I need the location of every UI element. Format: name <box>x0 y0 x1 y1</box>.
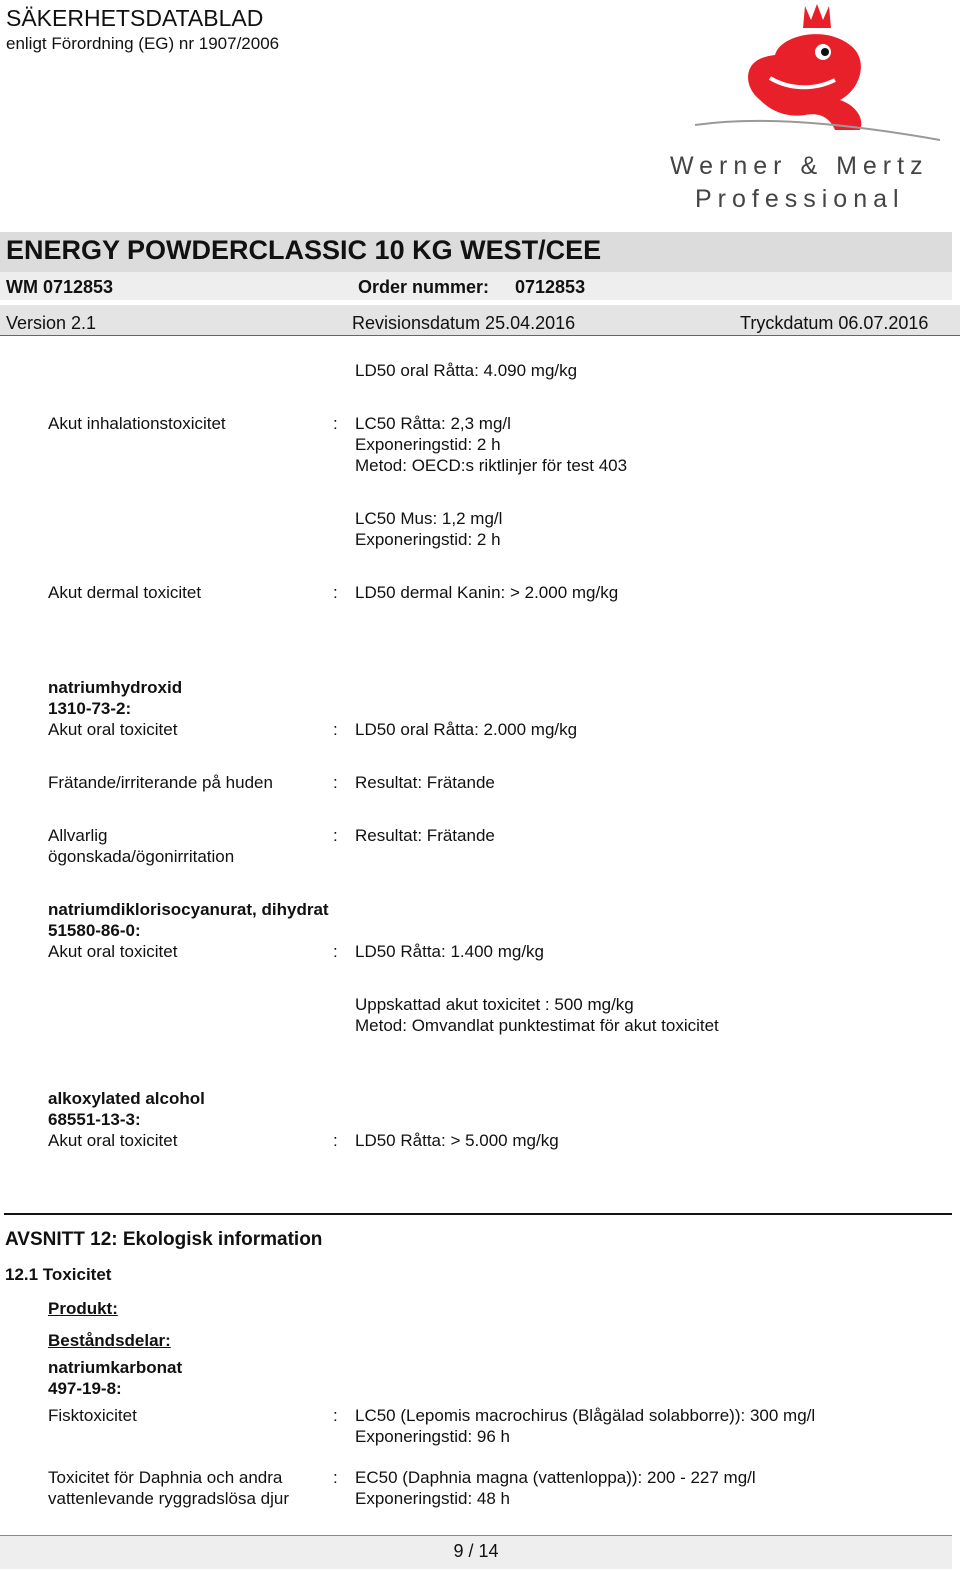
colon: : <box>333 826 338 845</box>
order-number-value: 0712853 <box>515 277 586 297</box>
revision-date: Revisionsdatum 25.04.2016 <box>352 313 576 333</box>
skin-value: Resultat: Frätande <box>355 773 495 792</box>
inhalation-value: Exponeringstid: 2 h <box>355 530 501 549</box>
ld50-value: LD50 oral Råtta: 4.090 mg/kg <box>355 361 578 380</box>
oral-value: LD50 Råtta: > 5.000 mg/kg <box>355 1131 559 1150</box>
dermal-value: LD50 dermal Kanin: > 2.000 mg/kg <box>355 583 619 602</box>
colon: : <box>333 583 338 602</box>
estimated-toxicity: Uppskattad akut toxicitet : 500 mg/kg <box>355 995 634 1014</box>
eye-label: ögonskada/ögonirritation <box>48 847 235 866</box>
print-date: Tryckdatum 06.07.2016 <box>740 313 929 333</box>
document-title: SÄKERHETSDATABLAD <box>6 5 264 31</box>
header-divider <box>0 335 960 336</box>
eye-label: Allvarlig <box>48 826 108 845</box>
daphnia-value: EC50 (Daphnia magna (vattenloppa)): 200 - 227 mg/l <box>355 1468 756 1487</box>
colon: : <box>333 773 338 792</box>
oral-label: Akut oral toxicitet <box>48 720 178 739</box>
oral-value: LD50 oral Råtta: 2.000 mg/kg <box>355 720 578 739</box>
substance-name: natriumhydroxid <box>48 678 183 697</box>
substance-cas: 1310-73-2: <box>48 699 132 718</box>
substance-name: natriumdiklorisocyanurat, dihydrat <box>48 900 329 919</box>
colon: : <box>333 1468 338 1487</box>
fish-toxicity-value: LC50 (Lepomis macrochirus (Blågälad solabborre)): 300 mg/l <box>355 1406 816 1425</box>
product-name: ENERGY POWDERCLASSIC 10 KG WEST/CEE <box>6 235 602 265</box>
inhalation-label: Akut inhalationstoxicitet <box>48 414 226 433</box>
oral-value: LD50 Råtta: 1.400 mg/kg <box>355 942 545 961</box>
substance-cas: 497-19-8: <box>48 1379 122 1398</box>
section-title: AVSNITT 12: Ekologisk information <box>5 1229 323 1250</box>
colon: : <box>333 1131 338 1150</box>
colon: : <box>333 414 338 433</box>
daphnia-value: Exponeringstid: 48 h <box>355 1489 510 1508</box>
document-subtitle: enligt Förordning (EG) nr 1907/2006 <box>6 34 280 53</box>
substance-name: alkoxylated alcohol <box>48 1089 205 1108</box>
colon: : <box>333 942 338 961</box>
fish-toxicity-value: Exponeringstid: 96 h <box>355 1427 510 1446</box>
brand-division: Professional <box>695 185 905 213</box>
subsection-title: 12.1 Toxicitet <box>5 1265 112 1284</box>
product-heading: Produkt: <box>48 1299 118 1318</box>
inhalation-value: LC50 Råtta: 2,3 mg/l <box>355 414 511 433</box>
colon: : <box>333 720 338 739</box>
eye-value: Resultat: Frätande <box>355 826 495 845</box>
version: Version 2.1 <box>6 313 97 333</box>
wm-code: WM 0712853 <box>6 277 114 297</box>
inhalation-value: Metod: OECD:s riktlinjer för test 403 <box>355 456 628 475</box>
inhalation-value: LC50 Mus: 1,2 mg/l <box>355 509 503 528</box>
fish-toxicity-label: Fisktoxicitet <box>48 1406 137 1425</box>
method: Metod: Omvandlat punktestimat för akut toxicitet <box>355 1016 719 1035</box>
frog-king-icon <box>655 0 945 150</box>
dermal-label: Akut dermal toxicitet <box>48 583 202 602</box>
daphnia-label: vattenlevande ryggradslösa djur <box>48 1489 289 1508</box>
substance-name: natriumkarbonat <box>48 1358 183 1377</box>
skin-label: Frätande/irriterande på huden <box>48 773 273 792</box>
substance-cas: 68551-13-3: <box>48 1110 141 1129</box>
substance-cas: 51580-86-0: <box>48 921 141 940</box>
inhalation-value: Exponeringstid: 2 h <box>355 435 501 454</box>
section-divider <box>4 1213 952 1215</box>
order-number-label: Order nummer: <box>358 277 490 297</box>
brand-name: Werner & Mertz <box>670 152 929 180</box>
page-number: 9 / 14 <box>453 1541 499 1561</box>
daphnia-label: Toxicitet för Daphnia och andra <box>48 1468 283 1487</box>
colon: : <box>333 1406 338 1425</box>
oral-label: Akut oral toxicitet <box>48 1131 178 1150</box>
components-heading: Beståndsdelar: <box>48 1331 171 1350</box>
oral-label: Akut oral toxicitet <box>48 942 178 961</box>
